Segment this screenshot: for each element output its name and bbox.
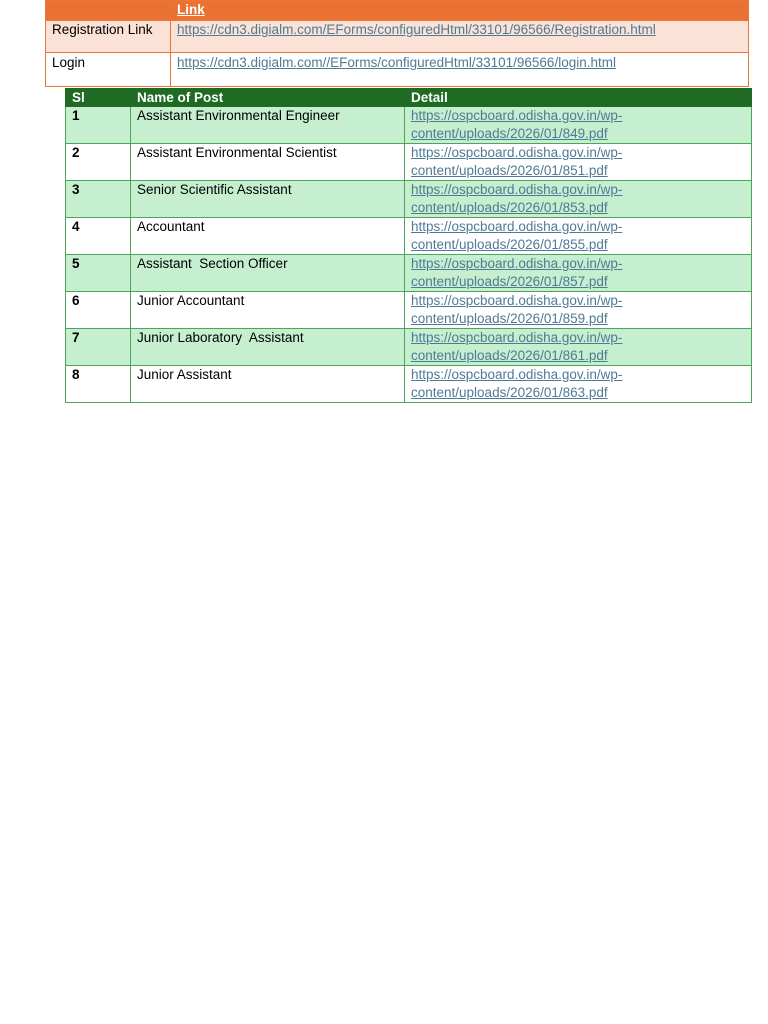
detail-link-line1: https://ospcboard.odisha.gov.in/wp- xyxy=(411,330,623,345)
detail-link[interactable] xyxy=(411,330,622,363)
detail-link-line1: https://ospcboard.odisha.gov.in/wp- xyxy=(411,182,623,197)
table-row xyxy=(66,329,752,366)
table-row xyxy=(66,181,752,218)
detail-link[interactable] xyxy=(411,219,622,252)
row-detail-cell xyxy=(405,329,752,366)
detail-link-line2: content/uploads/2026/01/849.pdf xyxy=(411,125,608,141)
row-sl: 1 xyxy=(66,107,131,144)
table-row xyxy=(66,255,752,292)
row-post-name: Senior Scientific Assistant xyxy=(131,181,405,218)
row-sl: 7 xyxy=(66,329,131,366)
login-link[interactable]: https://cdn3.digialm.com//EForms/configuredHtml/33101/96566/login.html xyxy=(177,55,616,70)
links-table-header-cell xyxy=(171,1,749,21)
detail-link-line2: content/uploads/2026/01/855.pdf xyxy=(411,236,608,252)
table-row xyxy=(66,366,752,403)
detail-link[interactable] xyxy=(411,293,622,326)
row-sl: 2 xyxy=(66,144,131,181)
links-table xyxy=(45,0,749,87)
registration-label: Registration Link xyxy=(46,21,171,53)
row-post-name: Assistant Environmental Engineer xyxy=(131,107,405,144)
row-detail-cell xyxy=(405,255,752,292)
detail-link[interactable] xyxy=(411,108,622,141)
detail-link-line2: content/uploads/2026/01/853.pdf xyxy=(411,199,608,215)
row-post-name: Assistant Environmental Scientist xyxy=(131,144,405,181)
row-post-name: Assistant Section Officer xyxy=(131,255,405,292)
detail-link-line1: https://ospcboard.odisha.gov.in/wp- xyxy=(411,367,623,382)
login-link-cell xyxy=(171,53,749,87)
login-label: Login xyxy=(46,53,171,87)
detail-link-line2: content/uploads/2026/01/863.pdf xyxy=(411,384,608,400)
links-table-header-cell-empty xyxy=(46,1,171,21)
row-post-name: Accountant xyxy=(131,218,405,255)
links-table-header-row xyxy=(46,1,749,21)
detail-link[interactable] xyxy=(411,256,622,289)
detail-link-line2: content/uploads/2026/01/859.pdf xyxy=(411,310,608,326)
detail-link-line2: content/uploads/2026/01/861.pdf xyxy=(411,347,608,363)
registration-link[interactable]: https://cdn3.digialm.com/EForms/configuredHtml/33101/96566/Registration.html xyxy=(177,22,656,37)
detail-link-line1: https://ospcboard.odisha.gov.in/wp- xyxy=(411,256,623,271)
login-row xyxy=(46,53,749,87)
posts-table xyxy=(65,88,752,403)
detail-link[interactable] xyxy=(411,367,622,400)
table-row xyxy=(66,107,752,144)
header-name-of-post: Name of Post xyxy=(131,89,405,107)
row-post-name: Junior Assistant xyxy=(131,366,405,403)
row-sl: 5 xyxy=(66,255,131,292)
row-post-name: Junior Laboratory Assistant xyxy=(131,329,405,366)
registration-row xyxy=(46,21,749,53)
row-sl: 6 xyxy=(66,292,131,329)
header-link[interactable]: Link xyxy=(177,2,205,17)
table-row xyxy=(66,218,752,255)
registration-link-cell xyxy=(171,21,749,53)
row-detail-cell xyxy=(405,181,752,218)
row-post-name: Junior Accountant xyxy=(131,292,405,329)
row-detail-cell xyxy=(405,218,752,255)
row-detail-cell xyxy=(405,366,752,403)
header-detail: Detail xyxy=(405,89,752,107)
detail-link-line2: content/uploads/2026/01/851.pdf xyxy=(411,162,608,178)
row-sl: 8 xyxy=(66,366,131,403)
detail-link-line2: content/uploads/2026/01/857.pdf xyxy=(411,273,608,289)
row-detail-cell xyxy=(405,292,752,329)
table-row xyxy=(66,144,752,181)
row-sl: 3 xyxy=(66,181,131,218)
detail-link-line1: https://ospcboard.odisha.gov.in/wp- xyxy=(411,108,623,123)
table-row xyxy=(66,292,752,329)
detail-link-line1: https://ospcboard.odisha.gov.in/wp- xyxy=(411,219,623,234)
detail-link-line1: https://ospcboard.odisha.gov.in/wp- xyxy=(411,145,623,160)
row-sl: 4 xyxy=(66,218,131,255)
posts-table-header-row xyxy=(66,89,752,107)
detail-link-line1: https://ospcboard.odisha.gov.in/wp- xyxy=(411,293,623,308)
header-sl: Sl xyxy=(66,89,131,107)
detail-link[interactable] xyxy=(411,145,622,178)
detail-link[interactable] xyxy=(411,182,622,215)
row-detail-cell xyxy=(405,144,752,181)
row-detail-cell xyxy=(405,107,752,144)
